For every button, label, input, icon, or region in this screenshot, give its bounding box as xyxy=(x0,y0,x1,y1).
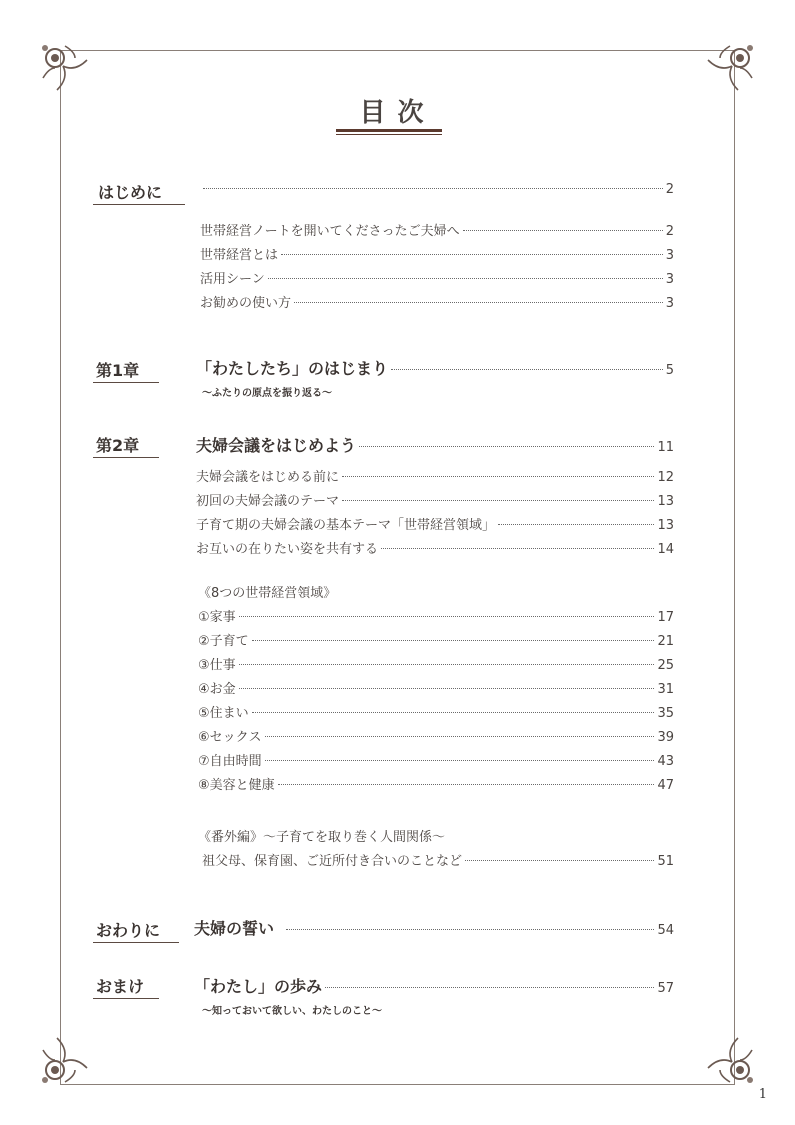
section-heading-intro: はじめに xyxy=(98,183,163,202)
page-number: 2 xyxy=(665,182,674,197)
page-number: 13 xyxy=(657,518,674,533)
toc-item-domain[interactable] xyxy=(198,750,674,769)
item-label: ②子育て xyxy=(198,634,249,649)
item-label: ③仕事 xyxy=(198,658,236,673)
page-number: 3 xyxy=(665,248,674,263)
page-number: 5 xyxy=(665,363,674,378)
section-heading-bonus: おまけ xyxy=(96,977,145,996)
chapter-subtitle: 〜知っておいて欲しい、わたしのこと〜 xyxy=(202,1006,382,1017)
page-number: 21 xyxy=(657,634,674,649)
item-label: 活用シーン xyxy=(200,272,265,287)
item-label: お勧めの使い方 xyxy=(200,296,292,311)
item-label: お互いの在りたい姿を共有する xyxy=(196,542,379,557)
page-number-footer: 1 xyxy=(758,1087,767,1102)
heading-underline xyxy=(93,998,159,999)
heading-underline xyxy=(93,204,185,205)
page-number: 31 xyxy=(657,682,674,697)
toc-entry-closing[interactable] xyxy=(194,916,674,939)
ornament-corner-bottom-left-icon xyxy=(35,1030,95,1090)
page-number: 14 xyxy=(657,542,674,557)
item-label: ①家事 xyxy=(198,610,236,625)
toc-entry-ch2[interactable] xyxy=(196,433,674,456)
item-label: ④お金 xyxy=(198,682,236,697)
toc-item[interactable] xyxy=(200,220,674,239)
ornament-corner-bottom-right-icon xyxy=(700,1030,760,1090)
page-number: 51 xyxy=(657,854,674,869)
toc-item-domain[interactable] xyxy=(198,630,674,649)
page-number: 54 xyxy=(657,923,674,938)
toc-section-intro xyxy=(0,180,795,202)
chapter-title: 夫婦会議をはじめよう xyxy=(196,436,357,455)
toc-entry-bonus[interactable] xyxy=(194,974,674,997)
page-number: 11 xyxy=(657,440,674,455)
heading-underline xyxy=(93,457,159,458)
page-number: 57 xyxy=(657,981,674,996)
page-number: 25 xyxy=(657,658,674,673)
chapter-subtitle: 〜ふたりの原点を振り返る〜 xyxy=(202,388,332,399)
toc-item[interactable] xyxy=(200,268,674,287)
item-label: ⑥セックス xyxy=(198,730,262,745)
ornament-corner-top-right-icon xyxy=(700,38,760,98)
toc-item-domain[interactable] xyxy=(198,678,674,697)
toc-item[interactable] xyxy=(200,292,674,311)
toc-item[interactable] xyxy=(196,514,674,533)
chapter-title: 「わたし」の歩み xyxy=(194,977,323,996)
heading-underline xyxy=(93,382,159,383)
toc-item[interactable] xyxy=(196,538,674,557)
item-label: 夫婦会議をはじめる前に xyxy=(196,470,340,485)
item-label: 世帯経営とは xyxy=(200,248,279,263)
toc-item[interactable] xyxy=(196,490,674,509)
extra-heading: 《番外編》〜子育てを取り巻く人間関係〜 xyxy=(198,830,446,845)
toc-entry-ch1[interactable] xyxy=(196,356,674,379)
item-label: 祖父母、保育園、ご近所付き合いのことなど xyxy=(202,854,463,869)
page-number: 3 xyxy=(665,296,674,311)
page-number: 17 xyxy=(657,610,674,625)
page-number: 43 xyxy=(657,754,674,769)
page-number: 2 xyxy=(665,224,674,239)
toc-item-domain[interactable] xyxy=(198,606,674,625)
toc-item[interactable] xyxy=(196,466,674,485)
section-heading-ch2: 第2章 xyxy=(96,436,140,455)
item-label: 世帯経営ノートを開いてくださったご夫婦へ xyxy=(200,224,460,239)
page-number: 39 xyxy=(657,730,674,745)
chapter-title: 夫婦の誓い xyxy=(194,919,275,938)
page-number: 35 xyxy=(657,706,674,721)
page-number: 47 xyxy=(657,778,674,793)
toc-item-domain[interactable] xyxy=(198,726,674,745)
domains-heading: 《8つの世帯経営領域》 xyxy=(198,586,337,601)
toc-item[interactable] xyxy=(200,244,674,263)
item-label: 子育て期の夫婦会議の基本テーマ「世帯経営領域」 xyxy=(196,518,496,533)
item-label: ⑧美容と健康 xyxy=(198,778,275,793)
page-title: 目次 xyxy=(359,98,436,128)
toc-item-domain[interactable] xyxy=(198,654,674,673)
item-label: 初回の夫婦会議のテーマ xyxy=(196,494,340,509)
section-heading-closing: おわりに xyxy=(96,921,161,940)
toc-entry-intro[interactable] xyxy=(200,182,674,197)
toc-item-domain[interactable] xyxy=(198,702,674,721)
section-heading-ch1: 第1章 xyxy=(96,361,140,380)
title-underline-thin xyxy=(336,134,442,135)
chapter-title: 「わたしたち」のはじまり xyxy=(196,359,389,378)
item-label: ⑤住まい xyxy=(198,706,249,721)
heading-underline xyxy=(93,942,179,943)
page-number: 12 xyxy=(657,470,674,485)
page-number: 13 xyxy=(657,494,674,509)
toc-item-extra[interactable] xyxy=(202,850,674,869)
toc-item-domain[interactable] xyxy=(198,774,674,793)
item-label: ⑦自由時間 xyxy=(198,754,262,769)
ornament-corner-top-left-icon xyxy=(35,38,95,98)
page-number: 3 xyxy=(665,272,674,287)
title-underline xyxy=(336,129,442,132)
